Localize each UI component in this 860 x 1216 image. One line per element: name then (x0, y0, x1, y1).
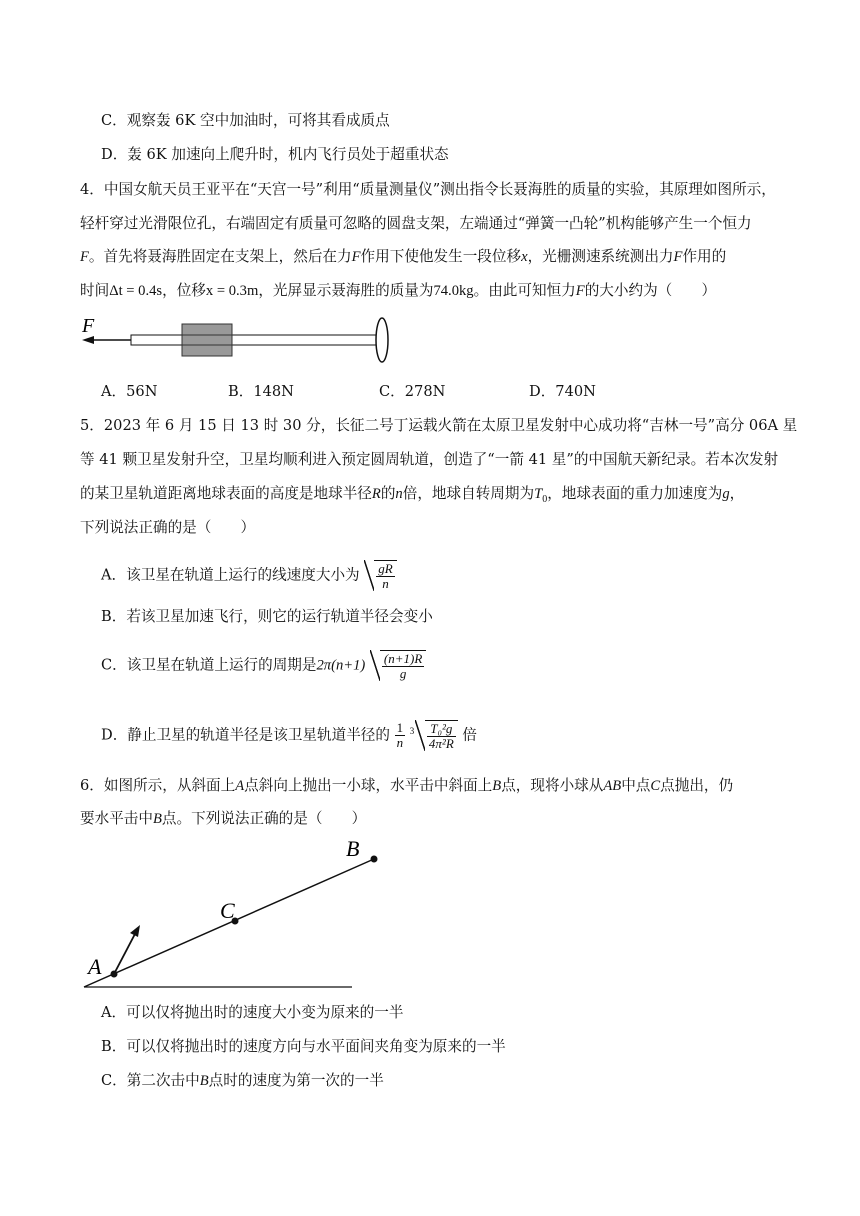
q6-option-b: B．可以仅将抛出时的速度方向与水平面间夹角变为原来的一半 (101, 1038, 506, 1055)
q5-stem-line2: 等 41 颗卫星发射升空，卫星均顺利进入预定圆周轨道，创造了“一箭 41 星”的中国航天新纪录。若本次发射 (80, 451, 779, 468)
q5-option-b: B．若该卫星加速飞行，则它的运行轨道半径会变小 (101, 608, 433, 625)
q6-stem-line1: 6．如图所示，从斜面上A点斜向上抛出一小球，水平击中斜面上B点，现将小球从AB中点C点抛出，仍 (80, 777, 734, 794)
q4-stem-line2: 轻杆穿过光滑限位孔，右端固定有质量可忽略的圆盘支架，左端通过“弹簧一凸轮”机构能够产生一个恒力 (80, 215, 752, 232)
q4-option-d: D．740N (529, 383, 596, 400)
force-label: F (82, 315, 95, 337)
q4-figure (78, 312, 398, 372)
q6-figure (80, 836, 400, 996)
q5-stem-line3: 的某卫星轨道距离地球表面的高度是地球半径R的n倍，地球自转周期为$T_0$，地球表面的重力加速度为g， (80, 485, 745, 505)
q4-stem-line1: 4．中国女航天员王亚平在“天宫一号”利用“质量测量仪”测出指令长聂海胜的质量的实验，其原理如图所示， (80, 181, 776, 198)
q6-option-a: A．可以仅将抛出时的速度大小变为原来的一半 (101, 1004, 404, 1021)
label-c: C (220, 898, 235, 923)
disk-holder (376, 318, 388, 362)
velocity-arrow (114, 932, 136, 974)
arrow-head (82, 336, 94, 344)
q4-stem-line3: F。首先将聂海胜固定在支架上，然后在力F作用下使他发生一段位移x，光栅测速系统测出力F作用的 (80, 248, 727, 265)
sqrt-symbol: $\frac{(n+1)R}{g}$ (370, 650, 426, 681)
cube-root-index: 3 (409, 725, 415, 736)
q4-option-b: B．148N (228, 383, 294, 400)
label-b: B (346, 836, 360, 861)
sqrt-symbol: $\frac{gR}{n}$ (364, 560, 396, 591)
q5-stem-line4: 下列说法正确的是（ ） (80, 519, 256, 536)
incline (84, 859, 374, 987)
limit-hole-block (182, 324, 232, 356)
q5-option-c: C．该卫星在轨道上运行的周期是2π(n+1) $\frac{(n+1)R}{g}$ (101, 650, 426, 681)
point-b (371, 856, 378, 863)
q6-option-c: C．第二次击中B点时的速度为第一次的一半 (101, 1072, 384, 1089)
q5-option-d: D．静止卫星的轨道半径是该卫星轨道半径的 $\frac{1}{n}$ $^3$ $\frac{\text{T₀²g}}{\text{4π²R}}$ 倍 (101, 720, 478, 751)
q3-option-c: C．观察轰 6K 空中加油时，可将其看成质点 (101, 112, 390, 129)
label-a: A (88, 954, 102, 979)
q6-stem-line2: 要水平击中B点。下列说法正确的是（ ） (80, 810, 367, 827)
q5-stem-line1: 5．2023 年 6 月 15 日 13 时 30 分，长征二号丁运载火箭在太原卫星发射中心成功将“吉林一号”高分 06A 星 (80, 417, 798, 434)
rod (131, 335, 381, 345)
q5-option-a: A．该卫星在轨道上运行的线速度大小为 $\frac{gR}{n}$ (101, 560, 397, 591)
q3-option-d: D．轰 6K 加速向上爬升时，机内飞行员处于超重状态 (101, 146, 449, 163)
q4-option-c: C．278N (379, 383, 446, 400)
q4-stem-line4: 时间Δt = 0.4s，位移x = 0.3m，光屏显示聂海胜的质量为74.0kg。由此可知恒力F的大小约为（ ） (80, 282, 717, 299)
q4-option-a: A．56N (101, 383, 158, 400)
cube-root-symbol: $\frac{\text{T₀²g}}{\text{4π²R}}$ (415, 720, 458, 751)
velocity-arrow-head (130, 925, 140, 937)
